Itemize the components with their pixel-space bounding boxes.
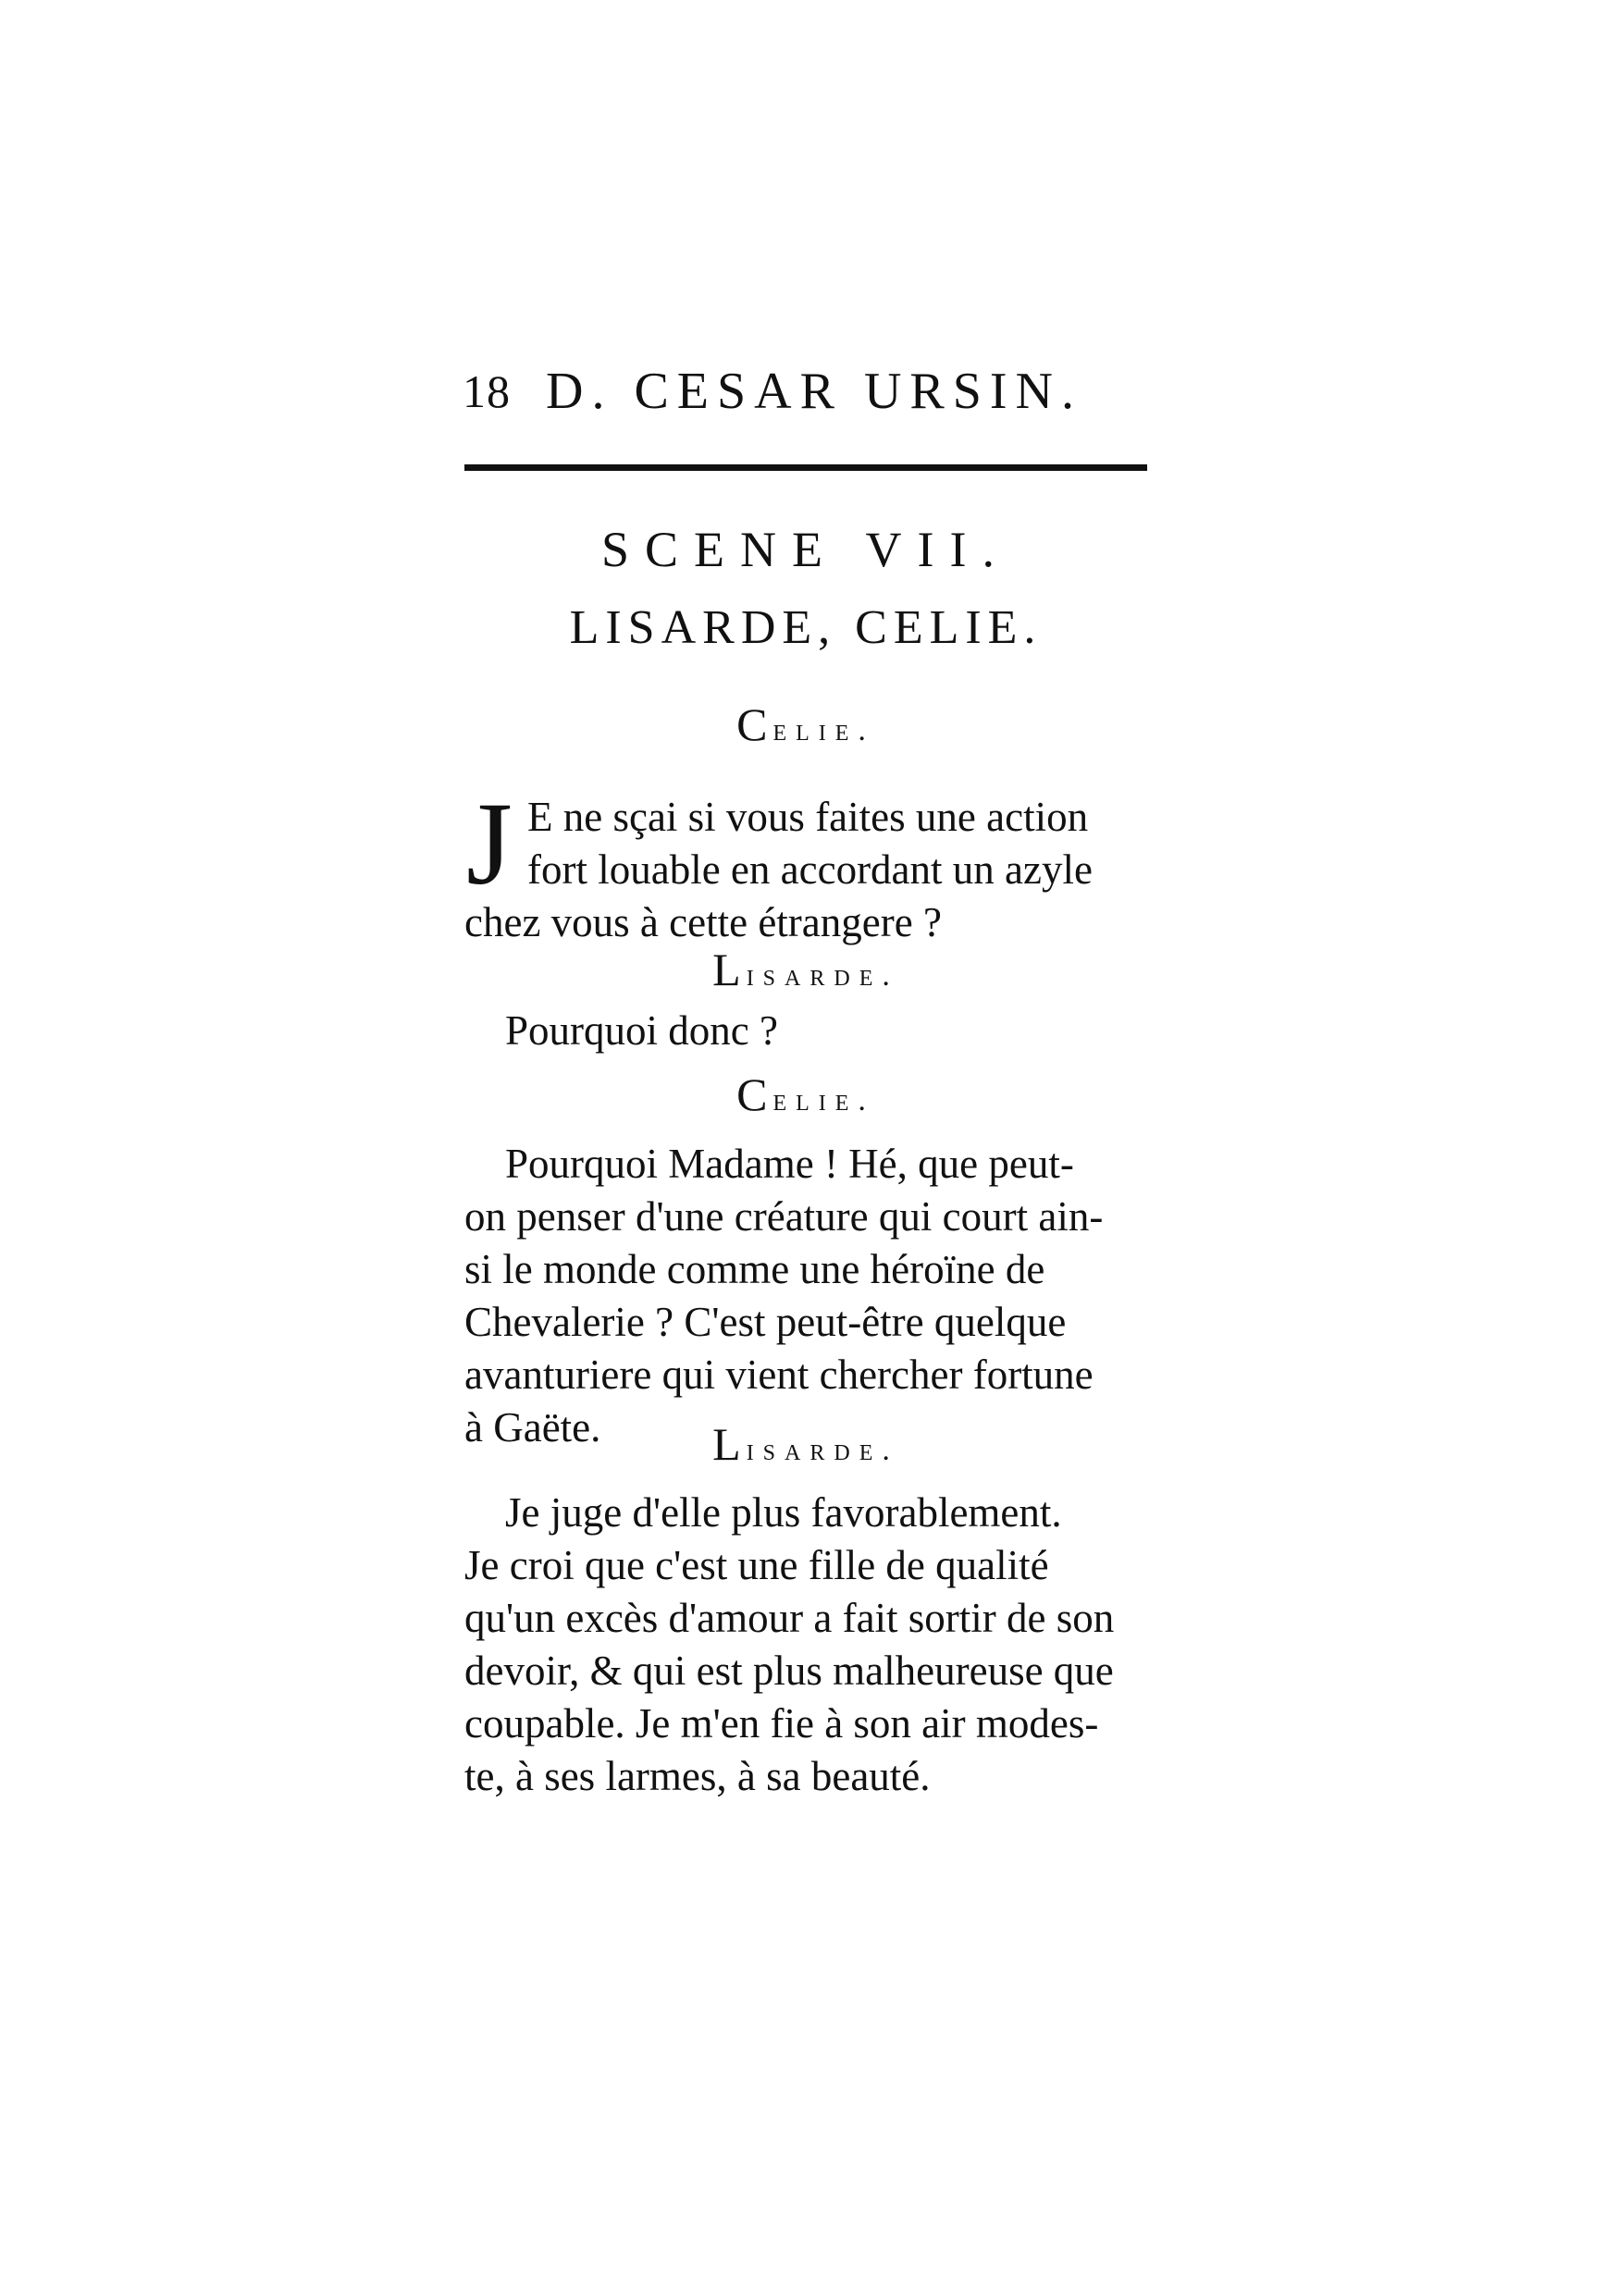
speech-line: avanturiere qui vient chercher fortune xyxy=(464,1352,1094,1398)
speech-text xyxy=(464,778,1151,949)
speech-line: à Gaëte. xyxy=(464,1404,601,1450)
header-rule xyxy=(464,464,1147,471)
scene-characters: LISARDE, CELIE. xyxy=(569,601,1043,654)
speaker-name xyxy=(464,1418,1147,1476)
running-title: D. CESAR URSIN. xyxy=(546,363,1082,420)
scene-title: SCENE VII. xyxy=(600,522,1010,577)
speech-2 xyxy=(464,1005,1151,1057)
speech-line: si le monde comme une héroïne de xyxy=(464,1246,1045,1292)
speech-line: chez vous à cette étrangere ? xyxy=(464,899,942,945)
speech-line: Je juge d'elle plus favorablement. xyxy=(505,1489,1062,1536)
speech-3 xyxy=(464,1138,1151,1454)
speech-line: qu'un excès d'amour a fait sortir de son xyxy=(464,1595,1115,1641)
speaker-name xyxy=(464,944,1147,1002)
speaker-initial: L xyxy=(712,1418,747,1470)
speaker-rest: isarde. xyxy=(746,958,899,993)
speech-4 xyxy=(464,1487,1151,1803)
speech-line: fort louable en accordant un azyle xyxy=(527,846,1093,893)
speaker-rest: elie. xyxy=(772,713,875,747)
speech-1 xyxy=(464,778,1151,951)
speaker-name xyxy=(464,698,1147,757)
speaker-name xyxy=(464,1068,1147,1127)
speech-line: Pourquoi donc ? xyxy=(505,1007,778,1054)
speaker-rest: elie. xyxy=(772,1083,875,1117)
speech-line: Pourquoi Madame ! Hé, que peut- xyxy=(505,1141,1074,1187)
speech-line: Chevalerie ? C'est peut-être quelque xyxy=(464,1299,1067,1345)
speaker-initial: C xyxy=(736,1068,773,1120)
speech-line: te, à ses larmes, à sa beauté. xyxy=(464,1753,931,1799)
drop-capital: J xyxy=(466,778,513,909)
speech-line: on penser d'une créature qui court ain- xyxy=(464,1193,1104,1240)
speech-line: Je croi que c'est une fille de qualité xyxy=(464,1542,1049,1588)
speech-line: coupable. Je m'en fie à son air modes- xyxy=(464,1700,1099,1747)
speech-line: E ne sçai si vous faites une action xyxy=(527,794,1089,840)
running-head xyxy=(451,359,1155,424)
speaker-initial: L xyxy=(712,944,747,995)
speech-line: devoir, & qui est plus malheureuse que xyxy=(464,1648,1114,1694)
page-number: 18 xyxy=(463,365,511,417)
speaker-rest: isarde. xyxy=(746,1433,899,1467)
speaker-initial: C xyxy=(736,698,773,750)
